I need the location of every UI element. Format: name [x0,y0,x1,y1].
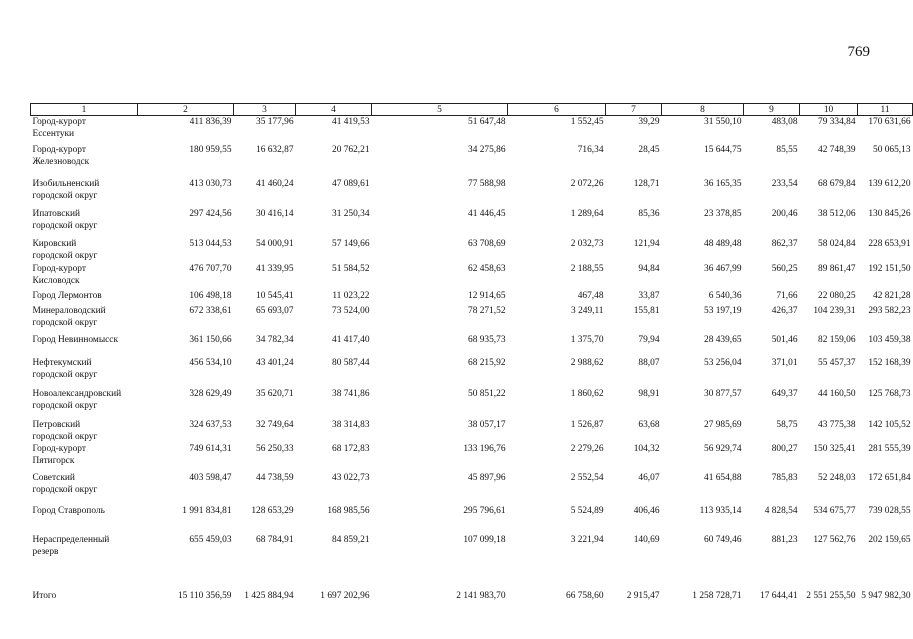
cell-value: 104 239,31 [813,305,856,316]
cell-value: 2 915,47 [626,590,660,601]
row-name-line: Город-курорт [32,263,86,274]
cell-value: 716,34 [577,144,604,155]
cell-value: 513 044,53 [189,238,232,249]
cell-value: 2 551 255,50 [806,590,856,601]
row-name [31,202,138,232]
cell-value: 41 654,88 [704,472,742,483]
row-name [31,574,138,602]
row-name-line: Изобильненский [32,178,100,189]
row-name [31,413,138,443]
row-name-line: Ипатовский [32,208,80,219]
cell-value: 560,25 [771,263,798,274]
cell-value: 4 828,54 [764,505,798,516]
row-name-line: городской округ [32,484,98,495]
cell-value: 128 653,29 [251,505,294,516]
cell-value: 50 851,22 [468,388,506,399]
cell-value: 2 141 983,70 [456,590,506,601]
cell-value: 63 708,69 [468,238,506,249]
cell-value: 649,37 [771,388,798,399]
column-header: 5 [372,104,508,116]
cell-value: 672 338,61 [189,305,232,316]
cell-value: 655 459,03 [189,534,232,545]
cell-value: 106 498,18 [189,290,232,301]
column-header: 4 [296,104,372,116]
cell-value: 28 439,65 [704,334,742,345]
row-name-line: городской округ [32,190,98,201]
row-name-line: городской округ [32,250,98,261]
cell-value: 78 271,52 [468,305,506,316]
cell-value: 80 587,44 [332,357,370,368]
cell-value: 53 256,04 [704,357,742,368]
cell-value: 202 159,65 [868,534,911,545]
cell-value: 32 749,64 [256,419,294,430]
cell-value: 48 489,48 [704,238,742,249]
row-name-line: Железноводск [32,156,90,167]
row-name-line: Нефтекумский [32,357,92,368]
header-row [31,104,913,116]
cell-value: 739 028,55 [868,505,911,516]
table-row [31,574,913,602]
table-row [31,232,913,263]
cell-value: 28,45 [638,144,660,155]
cell-value: 228 653,91 [868,238,911,249]
cell-value: 17 644,41 [760,590,798,601]
cell-value: 293 582,23 [868,305,911,316]
cell-value: 41 446,45 [468,208,506,219]
column-header: 7 [606,104,662,116]
cell-value: 150 325,41 [813,443,856,454]
row-name-line: Город Ставрополь [32,505,105,516]
cell-value: 23 378,85 [704,208,742,219]
cell-value: 56 250,33 [256,443,294,454]
cell-value: 31 250,34 [332,208,370,219]
cell-value: 371,01 [771,357,798,368]
row-name [31,472,138,501]
cell-value: 281 555,39 [868,443,911,454]
cell-value: 98,91 [638,388,660,399]
row-name-line: Петровский [32,419,81,430]
cell-value: 121,94 [633,238,660,249]
row-name [31,501,138,524]
row-name-line: Кировский [32,238,77,249]
cell-value: 44 160,50 [818,388,856,399]
cell-value: 534 675,77 [813,505,856,516]
cell-value: 1 289,64 [570,208,604,219]
table-body [31,116,913,602]
cell-value: 71,66 [776,290,798,301]
cell-value: 881,23 [771,534,798,545]
cell-value: 295 796,61 [463,505,506,516]
cell-value: 68 935,73 [468,334,506,345]
table-row [31,413,913,443]
table-row [31,290,913,305]
cell-value: 41 339,95 [256,263,294,274]
row-name-line: Кисловодск [32,275,80,286]
cell-value: 862,37 [771,238,798,249]
cell-value: 1 697 202,96 [320,590,370,601]
table-row [31,172,913,202]
cell-value: 31 550,10 [704,117,742,127]
cell-value: 16 632,87 [256,144,294,155]
cell-value: 1 526,87 [570,419,604,430]
row-name-line: городской округ [32,431,98,442]
column-header: 9 [744,104,800,116]
cell-value: 68 215,92 [468,357,506,368]
column-header: 10 [800,104,858,116]
cell-value: 88,07 [638,357,660,368]
cell-value: 39,29 [638,117,660,127]
cell-value: 77 588,98 [468,178,506,189]
cell-value: 57 149,66 [332,238,370,249]
cell-value: 155,81 [633,305,660,316]
row-name [31,144,138,172]
column-header: 11 [858,104,913,116]
cell-value: 52 248,03 [818,472,856,483]
cell-value: 1 552,45 [570,117,604,127]
cell-value: 2 072,26 [570,178,604,189]
cell-value: 58 024,84 [818,238,856,249]
cell-value: 38 741,86 [332,388,370,399]
cell-value: 41 419,53 [332,117,370,127]
cell-value: 41 460,24 [256,178,294,189]
cell-value: 36 165,35 [704,178,742,189]
cell-value: 127 562,76 [813,534,856,545]
row-name-line: Пятигорск [32,455,75,466]
row-name [31,232,138,263]
cell-value: 3 249,11 [571,305,604,316]
cell-value: 130 845,26 [868,208,911,219]
row-name-line: Город-курорт [32,144,86,155]
cell-value: 60 749,46 [704,534,742,545]
cell-value: 35 177,96 [256,117,294,127]
cell-value: 1 991 834,81 [182,505,232,516]
row-name-line: городской округ [32,220,98,231]
cell-value: 5 947 982,30 [861,590,911,601]
row-name-line: Город-курорт [32,443,86,454]
cell-value: 107 099,18 [463,534,506,545]
cell-value: 192 151,50 [868,263,911,274]
page-number: 769 [847,44,870,60]
cell-value: 79 334,84 [818,117,856,127]
row-name-line: Минераловодский [32,305,106,316]
cell-value: 413 030,73 [189,178,232,189]
row-name [31,334,138,351]
table-row [31,382,913,413]
column-header: 3 [234,104,296,116]
cell-value: 11 023,22 [332,290,370,301]
cell-value: 170 631,66 [868,117,911,127]
cell-value: 44 738,59 [256,472,294,483]
cell-value: 328 629,49 [189,388,232,399]
table-row [31,334,913,351]
cell-value: 2 279,26 [570,443,604,454]
cell-value: 82 159,06 [818,334,856,345]
cell-value: 1 258 728,71 [692,590,742,601]
cell-value: 68 172,83 [332,443,370,454]
cell-value: 172 651,84 [868,472,911,483]
cell-value: 324 637,53 [189,419,232,430]
row-name-line: Ессентуки [32,129,75,139]
table-row [31,524,913,574]
cell-value: 168 985,56 [327,505,370,516]
cell-value: 35 620,71 [256,388,294,399]
row-name [31,172,138,202]
cell-value: 6 540,36 [708,290,742,301]
cell-value: 47 089,61 [332,178,370,189]
cell-value: 84 859,21 [332,534,370,545]
cell-value: 62 458,63 [468,263,506,274]
cell-value: 42 748,39 [818,144,856,155]
cell-value: 85,36 [638,208,660,219]
cell-value: 46,07 [638,472,660,483]
table-row [31,202,913,232]
cell-value: 233,54 [771,178,798,189]
cell-value: 483,08 [771,117,798,127]
cell-value: 152 168,39 [868,357,911,368]
row-name-line: Город Невинномысск [32,334,119,345]
cell-value: 142 105,52 [868,419,911,430]
row-name-line: Новоалександровский [32,388,122,399]
cell-value: 12 914,65 [468,290,506,301]
column-header: 8 [662,104,744,116]
cell-value: 27 985,69 [704,419,742,430]
cell-value: 10 545,41 [256,290,294,301]
cell-value: 38 314,83 [332,419,370,430]
cell-value: 85,55 [776,144,798,155]
cell-value: 467,48 [577,290,604,301]
cell-value: 68 679,84 [818,178,856,189]
cell-value: 1 375,70 [570,334,604,345]
row-name-line: Советский [32,472,75,483]
cell-value: 30 877,57 [704,388,742,399]
row-name [31,351,138,382]
row-name [31,382,138,413]
cell-value: 456 534,10 [189,357,232,368]
row-name [31,116,138,144]
column-header: 2 [138,104,234,116]
cell-value: 42 821,28 [873,290,911,301]
cell-value: 476 707,70 [189,263,232,274]
cell-value: 125 768,73 [868,388,911,399]
cell-value: 140,69 [633,534,660,545]
cell-value: 15 110 356,59 [177,590,232,601]
cell-value: 139 612,20 [868,178,911,189]
cell-value: 2 188,55 [570,263,604,274]
cell-value: 2 988,62 [570,357,604,368]
cell-value: 3 221,94 [570,534,604,545]
cell-value: 15 644,75 [704,144,742,155]
cell-value: 5 524,89 [570,505,604,516]
cell-value: 361 150,66 [189,334,232,345]
table-row [31,443,913,472]
row-name [31,305,138,334]
row-name [31,524,138,574]
cell-value: 89 861,47 [818,263,856,274]
row-name-line: городской округ [32,317,98,328]
cell-value: 133 196,76 [463,443,506,454]
cell-value: 20 762,21 [332,144,370,155]
column-header: 6 [508,104,606,116]
cell-value: 50 065,13 [873,144,911,155]
cell-value: 33,87 [638,290,660,301]
cell-value: 30 416,14 [256,208,294,219]
cell-value: 38 057,17 [468,419,506,430]
cell-value: 43 775,38 [818,419,856,430]
cell-value: 403 598,47 [189,472,232,483]
row-name-line: городской округ [32,369,98,380]
cell-value: 2 552,54 [570,472,604,483]
cell-value: 65 693,07 [256,305,294,316]
cell-value: 94,84 [638,263,660,274]
cell-value: 41 417,40 [332,334,370,345]
cell-value: 51 584,52 [332,263,370,274]
row-name-line: Итого [32,590,57,601]
table-row [31,305,913,334]
cell-value: 426,37 [771,305,798,316]
cell-value: 34 275,86 [468,144,506,155]
table-row [31,472,913,501]
cell-value: 45 897,96 [468,472,506,483]
cell-value: 406,46 [633,505,660,516]
cell-value: 200,46 [771,208,798,219]
table-row [31,144,913,172]
column-header: 1 [31,104,138,116]
row-name [31,443,138,472]
cell-value: 63,68 [638,419,660,430]
budget-table [30,103,913,602]
cell-value: 56 929,74 [704,443,742,454]
cell-value: 411 836,39 [189,117,232,127]
cell-value: 103 459,38 [868,334,911,345]
cell-value: 55 457,37 [818,357,856,368]
cell-value: 54 000,91 [256,238,294,249]
cell-value: 53 197,19 [704,305,742,316]
cell-value: 113 935,14 [699,505,742,516]
cell-value: 800,27 [771,443,798,454]
cell-value: 2 032,73 [570,238,604,249]
cell-value: 749 614,31 [189,443,232,454]
table-row [31,501,913,524]
cell-value: 58,75 [776,419,798,430]
cell-value: 79,94 [638,334,660,345]
cell-value: 68 784,91 [256,534,294,545]
row-name [31,263,138,290]
table-row [31,116,913,144]
row-name-line: Город Лермонтов [32,290,102,301]
cell-value: 51 647,48 [468,117,506,127]
cell-value: 1 425 884,94 [244,590,294,601]
row-name-line: резерв [32,546,59,557]
cell-value: 128,71 [633,178,660,189]
cell-value: 180 959,55 [189,144,232,155]
cell-value: 73 524,00 [332,305,370,316]
cell-value: 22 080,25 [818,290,856,301]
row-name-line: Город-курорт [32,117,86,127]
cell-value: 34 782,34 [256,334,294,345]
cell-value: 43 401,24 [256,357,294,368]
cell-value: 785,83 [771,472,798,483]
table-row [31,263,913,290]
row-name-line: Нераспределенный [32,534,110,545]
cell-value: 297 424,56 [189,208,232,219]
row-name [31,290,138,305]
cell-value: 501,46 [771,334,798,345]
cell-value: 1 860,62 [570,388,604,399]
cell-value: 104,32 [633,443,660,454]
cell-value: 66 758,60 [566,590,604,601]
cell-value: 38 512,06 [818,208,856,219]
cell-value: 36 467,99 [704,263,742,274]
row-name-line: городской округ [32,400,98,411]
cell-value: 43 022,73 [332,472,370,483]
table-row [31,351,913,382]
